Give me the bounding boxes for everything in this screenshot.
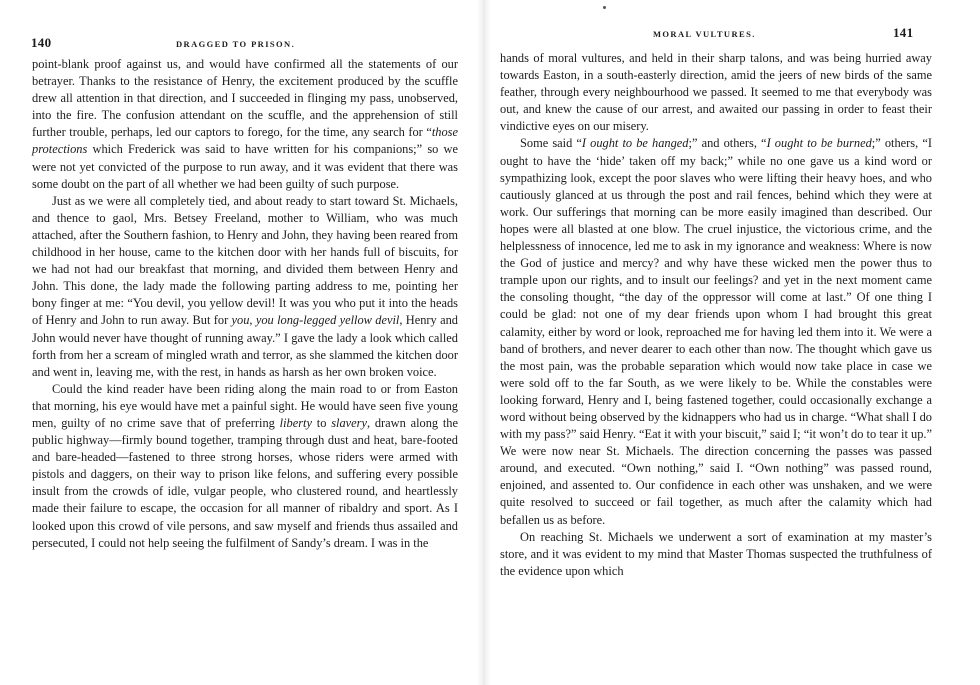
italic-text: those protections [32, 125, 458, 157]
page-number: 140 [31, 35, 52, 50]
text-run: point-blank proof against us, and would have confirmed all the statements of our betrayer. Thanks to the resistance of Henry, the excitement produced by the scuffle drew all attention in that direction, and I succeeded in flinging my pass, unobserved, into the fire. The confusion attendant on the scuffle, and the apprehension of still further trouble, perhaps, led our captors to forego, for the time, any search for “ [32, 57, 458, 140]
italic-text: I ought to be hanged [581, 136, 689, 151]
text-run: to [312, 415, 332, 430]
text-run: ;” and others, “ [688, 136, 767, 151]
body-text [500, 50, 932, 580]
text-run: Just as we were all completely tied, and about ready to start toward St. Michaels, and thence to gaol, Mrs. Betsey Freeland, mother to William, who was much attached, after the Southern fashion, to Henry and John, they having been reared from childhood in her house, came to the kitchen door with her hands full of biscuits, for we had not had our breakfast that morning, and divided them between Henry and John. This done, the lady made the following parting address to me, pointing her bony finger at me: “You devil, you yellow devil! It was you who put it into the heads of Henry and John to run away. But for [32, 193, 458, 328]
text-run: Henry and John would never have thought of running away.” I gave the lady a look which called forth from her a scream of mingled wrath and terror, as she slammed the kitchen door and went in, leaving me, with the rest, in hands as harsh as her own broken voice. [32, 313, 458, 379]
paragraph [500, 529, 932, 580]
text-run: On reaching St. Michaels we underwent a sort of examination at my master’s store, and it was evident to my mind that Master Thomas suspected the truthfulness of the evidence upon which [500, 529, 932, 578]
paragraph [32, 381, 458, 552]
text-run: Could the kind reader have been riding along the main road to or from Easton that morning, his eye would have met a painful sight. He would have seen five young men, guilty of no crime save that of preferring [32, 381, 458, 430]
paragraph [500, 50, 932, 135]
italic-text: I ought to be burned [766, 136, 872, 151]
paragraph [500, 135, 932, 528]
paragraph [32, 193, 458, 381]
paper-speck [603, 6, 606, 9]
body-text [32, 56, 458, 552]
text-run: Some said “ [520, 136, 582, 151]
text-run: , drawn along the public highway—firmly bound together, tramping through dust and heat, bare-footed and bare-headed—fastened to three strong horses, whose riders were armed with pistols and daggers, on their way to prison like felons, and suffering every possible insult from the crowds of idle, vulgar people, who clustered round, and heartlessly made their failure to escape, the occasion for all manner of ribaldry and sport. As I looked upon this crowd of vile persons, and saw myself and friends thus assailed and persecuted, I could not help seeing the fulfilment of Sandy’s dream. I was in the [32, 415, 459, 550]
text-run: ;” others, “I ought to have the ‘hide’ taken off my back;” while no one gave us a kind word or sympathizing look, except the poor slaves who were lifting their heavy hoes, and who cautiously glanced at us through the post and rail fences, behind which they were at work. Our sufferings that morning can be more easily imagined than described. Our hopes were all blasted at one blow. The cruel injustice, the victorious crime, and the helplessness of innocence, led me to ask in my ignorance and weakness: Where is now the God of justice and mercy? and why have these wicked men the power thus to trample upon our rights, and to insult our feelings? and yet in the next moment came the consoling thought, “the day of the oppressor will come at last.” Of one thing I could be glad: not one of my dear friends upon whom I had brought this great calamity, either by word or look, reproached me for having led them into it. We were a band of brothers, and never dearer to each other than now. The thought which gave us the most pain, was the probable separation which would now take place in case we were sold off to the far South, as we were likely to be. While the constables were looking forward, Henry and I, being fastened together, could occasionally exchange a word without being observed by the kidnappers who had us in charge. “What shall I do with my pass?” said Henry. “Eat it with your biscuit,” said I; “it won’t do to tear it up.” We were now near St. Michaels. The direction concerning the passes was passed around, and executed. “Own nothing,” said I. “Own nothing” was passed round, enjoined, and assented to. Our confidence in each other was unshaken, and we were quite resolved to succeed or fail together, as much after the calamity which had befallen us as before. [500, 136, 932, 527]
text-run: hands of moral vultures, and held in their sharp talons, and was being hurried away towards Easton, in a south-easterly direction, amid the jeers of new birds of the same feather, through every neighbourhood we passed. It seemed to me that everybody was out, and knew the cause of our arrest, and awaited our passing in order to feast their vindictive eyes on our misery. [500, 51, 932, 134]
left-page [0, 0, 480, 685]
paragraph [32, 56, 458, 193]
italic-text: you, you long-legged yellow devil, [231, 313, 403, 328]
book-gutter [477, 0, 491, 685]
running-head: DRAGGED TO PRISON. [176, 39, 296, 49]
italic-text: liberty [279, 415, 312, 430]
page-number: 141 [893, 25, 914, 40]
text-run: which Frederick was said to have written for his companions;” so we were not yet convicted of the purpose to run away, and it was evident that there was some doubt on the part of all whether we had been guilty of such purpose. [32, 142, 458, 191]
running-head: MORAL VULTURES. [653, 29, 756, 39]
right-page [490, 0, 980, 685]
italic-text: slavery [331, 415, 367, 430]
